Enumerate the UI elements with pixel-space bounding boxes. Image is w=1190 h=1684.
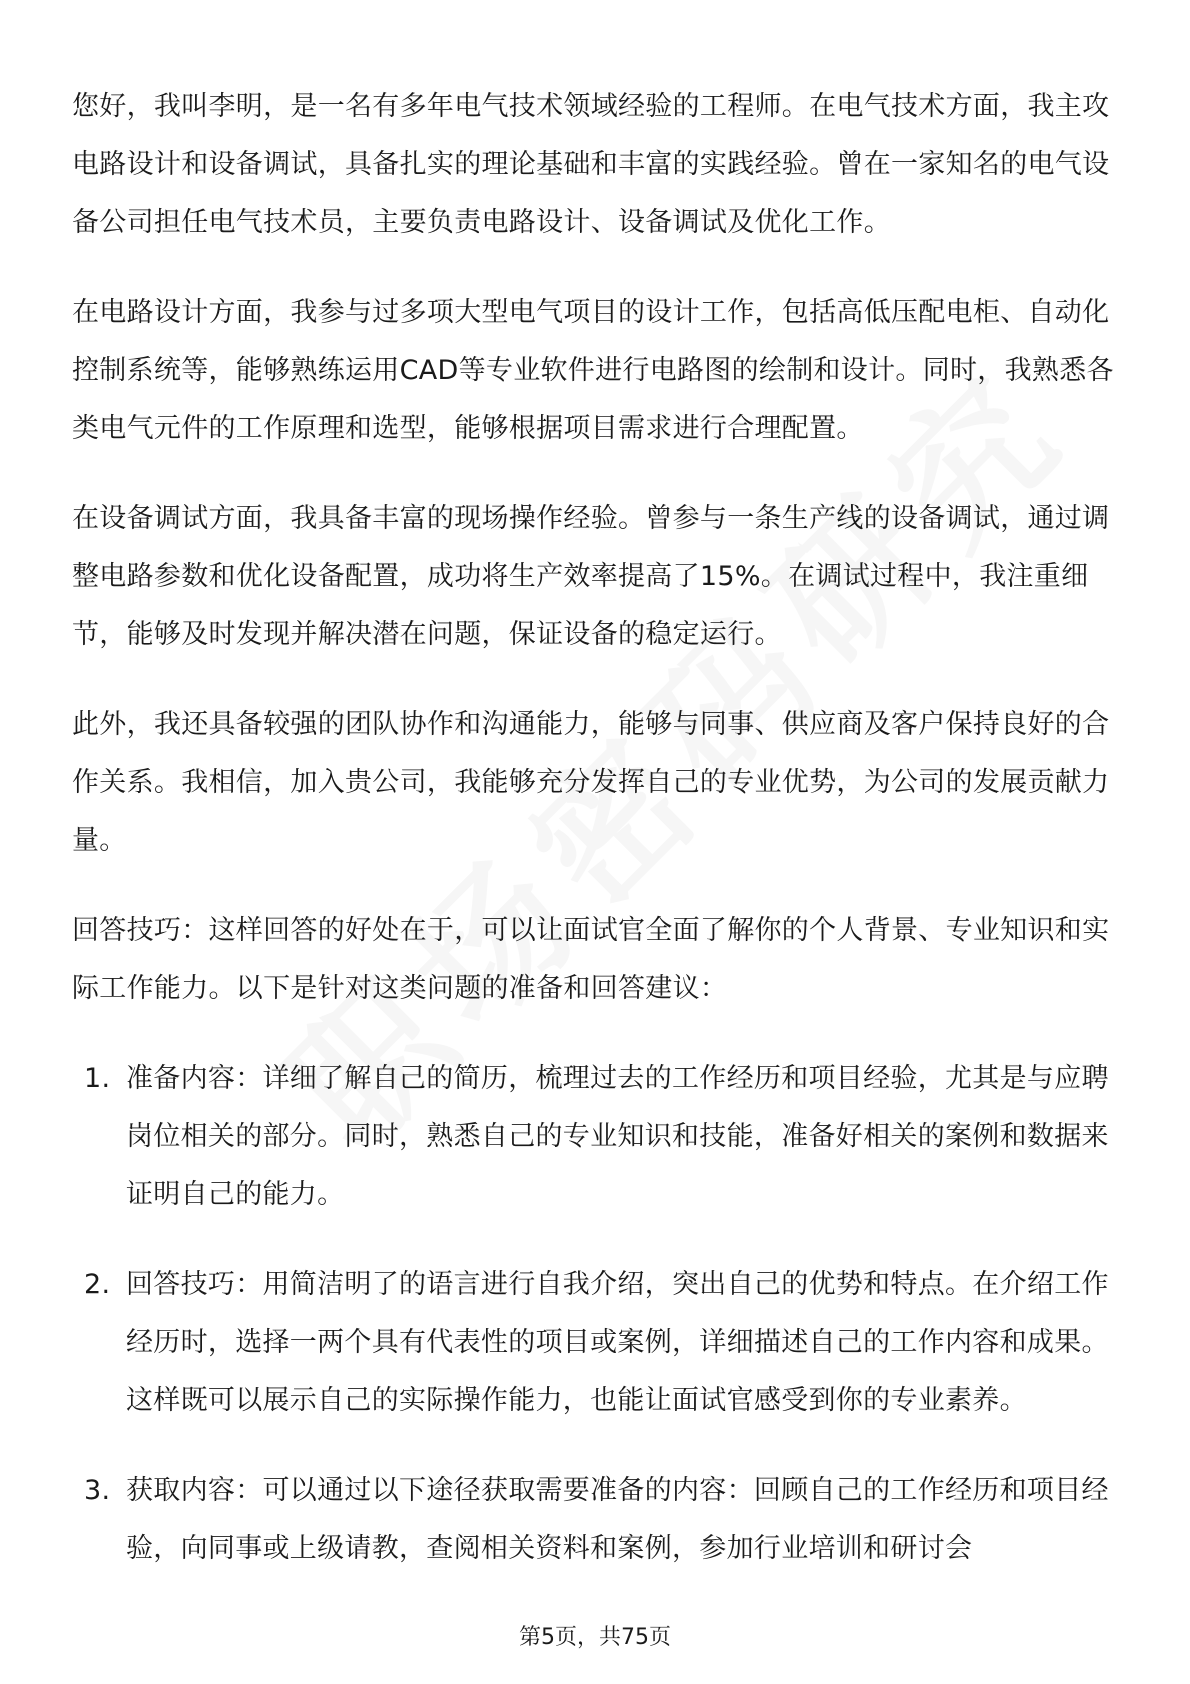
paragraph-teamwork: 此外，我还具备较强的团队协作和沟通能力，能够与同事、供应商及客户保持良好的合作关系。我相信，加入贵公司，我能够充分发挥自己的专业优势，为公司的发展贡献力量。 [72, 709, 1110, 856]
list-item [72, 1050, 1122, 1224]
list-item-number: 3. [84, 1475, 111, 1506]
list-item-text: 获取内容：可以通过以下途径获取需要准备的内容：回顾自己的工作经历和项目经验，向同事或上级请教，查阅相关资料和案例，参加行业培训和研讨会 [126, 1475, 1109, 1564]
paragraph-answer-tips: 回答技巧：这样回答的好处在于，可以让面试官全面了解你的个人背景、专业知识和实际工作能力。以下是针对这类问题的准备和回答建议： [72, 915, 1110, 1004]
list-item-number: 1. [84, 1063, 111, 1094]
document-body [72, 78, 1122, 1610]
list-item-text: 回答技巧：用简洁明了的语言进行自我介绍，突出自己的优势和特点。在介绍工作经历时，选择一两个具有代表性的项目或案例，详细描述自己的工作内容和成果。这样既可以展示自己的实际操作能力，也能让面试官感受到你的专业素养。 [126, 1269, 1109, 1416]
paragraph-intro: 您好，我叫李明，是一名有多年电气技术领域经验的工程师。在电气技术方面，我主攻电路设计和设备调试，具备扎实的理论基础和丰富的实践经验。曾在一家知名的电气设备公司担任电气技术员，主要负责电路设计、设备调试及优化工作。 [72, 91, 1110, 238]
page-number-footer: 第5页，共75页 [519, 1625, 671, 1650]
list-item-number: 2. [84, 1269, 111, 1300]
paragraph-equipment-debug: 在设备调试方面，我具备丰富的现场操作经验。曾参与一条生产线的设备调试，通过调整电路参数和优化设备配置，成功将生产效率提高了15%。在调试过程中，我注重细节，能够及时发现并解决潜在问题，保证设备的稳定运行。 [72, 503, 1110, 650]
tips-list [72, 1050, 1122, 1578]
list-item [72, 1462, 1122, 1578]
list-item [72, 1256, 1122, 1430]
list-item-text: 准备内容：详细了解自己的简历，梳理过去的工作经历和项目经验，尤其是与应聘岗位相关的部分。同时，熟悉自己的专业知识和技能，准备好相关的案例和数据来证明自己的能力。 [126, 1063, 1109, 1210]
paragraph-circuit-design: 在电路设计方面，我参与过多项大型电气项目的设计工作，包括高低压配电柜、自动化控制系统等，能够熟练运用CAD等专业软件进行电路图的绘制和设计。同时，我熟悉各类电气元件的工作原理和选型，能够根据项目需求进行合理配置。 [72, 297, 1114, 444]
